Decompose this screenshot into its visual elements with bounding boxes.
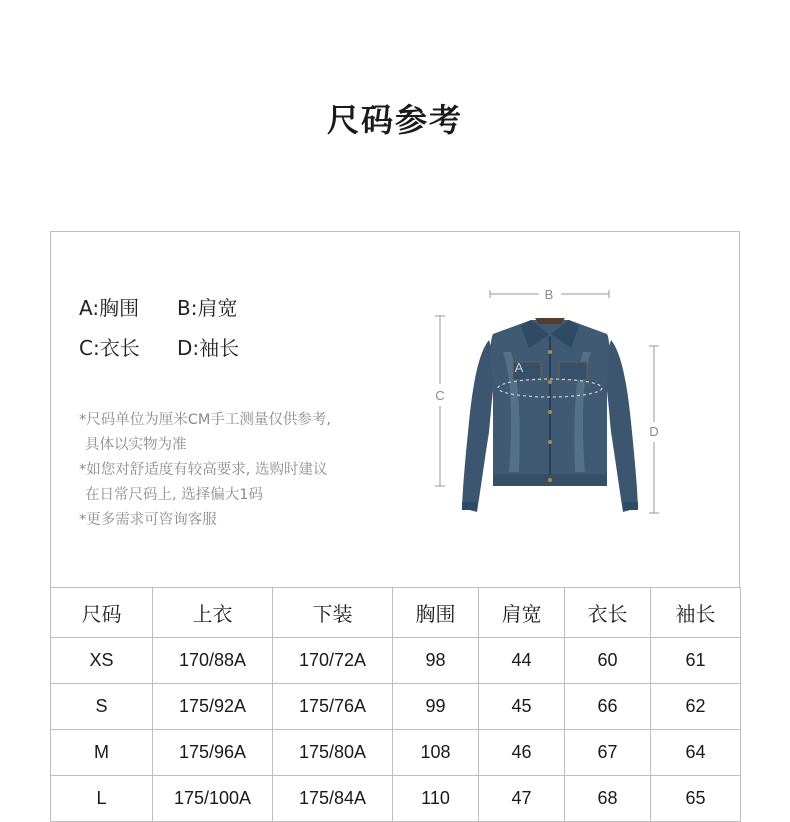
table-cell: 68 xyxy=(565,776,651,822)
jacket-measurement-diagram xyxy=(431,282,671,522)
column-header-size: 尺码 xyxy=(51,588,153,638)
table-cell: 65 xyxy=(651,776,741,822)
column-header-shoulder: 肩宽 xyxy=(479,588,565,638)
table-row xyxy=(51,638,741,684)
measurement-legend xyxy=(79,288,275,368)
table-header-row xyxy=(51,588,741,638)
table-cell: 110 xyxy=(393,776,479,822)
table-cell: M xyxy=(51,730,153,776)
size-guide-panel xyxy=(50,231,740,588)
table-cell: 47 xyxy=(479,776,565,822)
table-row xyxy=(51,776,741,822)
column-header-bottom: 下装 xyxy=(273,588,393,638)
table-cell: 175/92A xyxy=(153,684,273,730)
column-header-sleeve: 袖长 xyxy=(651,588,741,638)
table-row xyxy=(51,684,741,730)
table-cell: 170/72A xyxy=(273,638,393,684)
table-cell: 67 xyxy=(565,730,651,776)
note-line: 具体以实物为准 xyxy=(85,437,187,453)
table-cell: 44 xyxy=(479,638,565,684)
table-cell: S xyxy=(51,684,153,730)
table-cell: 46 xyxy=(479,730,565,776)
legend-item-shoulder: B:肩宽 xyxy=(177,296,238,320)
legend-item-chest: A:胸围 xyxy=(79,296,140,320)
column-header-length: 衣长 xyxy=(565,588,651,638)
note-line: *更多需求可咨询客服 xyxy=(79,512,217,528)
legend-item-length: C:衣长 xyxy=(79,336,140,360)
legend-item-sleeve: D:袖长 xyxy=(177,336,240,360)
table-cell: 45 xyxy=(479,684,565,730)
table-cell: 98 xyxy=(393,638,479,684)
table-cell: 175/100A xyxy=(153,776,273,822)
measure-label-c: C xyxy=(435,388,445,403)
table-cell: 108 xyxy=(393,730,479,776)
table-cell: 175/76A xyxy=(273,684,393,730)
table-cell: L xyxy=(51,776,153,822)
measure-label-d: D xyxy=(649,424,659,439)
table-cell: 60 xyxy=(565,638,651,684)
table-cell: 175/84A xyxy=(273,776,393,822)
column-header-chest: 胸围 xyxy=(393,588,479,638)
note-line: 在日常尺码上, 选择偏大1码 xyxy=(85,487,263,503)
denim-jacket-image xyxy=(462,318,638,512)
column-header-top: 上衣 xyxy=(153,588,273,638)
page-title: 尺码参考 xyxy=(326,101,463,139)
legend-row xyxy=(79,328,275,368)
table-cell: 175/80A xyxy=(273,730,393,776)
table-cell: 66 xyxy=(565,684,651,730)
table-cell: 61 xyxy=(651,638,741,684)
table-cell: 170/88A xyxy=(153,638,273,684)
size-table xyxy=(50,587,741,822)
table-cell: 62 xyxy=(651,684,741,730)
table-cell: 175/96A xyxy=(153,730,273,776)
table-cell: XS xyxy=(51,638,153,684)
legend-row xyxy=(79,288,275,328)
measure-label-a: A xyxy=(514,360,524,375)
note-line: *如您对舒适度有较高要求, 选购时建议 xyxy=(79,462,328,478)
table-row xyxy=(51,730,741,776)
size-notes xyxy=(79,408,331,533)
table-cell: 64 xyxy=(651,730,741,776)
measure-label-b: B xyxy=(544,287,554,302)
table-cell: 99 xyxy=(393,684,479,730)
note-line: *尺码单位为厘米CM手工测量仅供参考, xyxy=(79,412,331,428)
